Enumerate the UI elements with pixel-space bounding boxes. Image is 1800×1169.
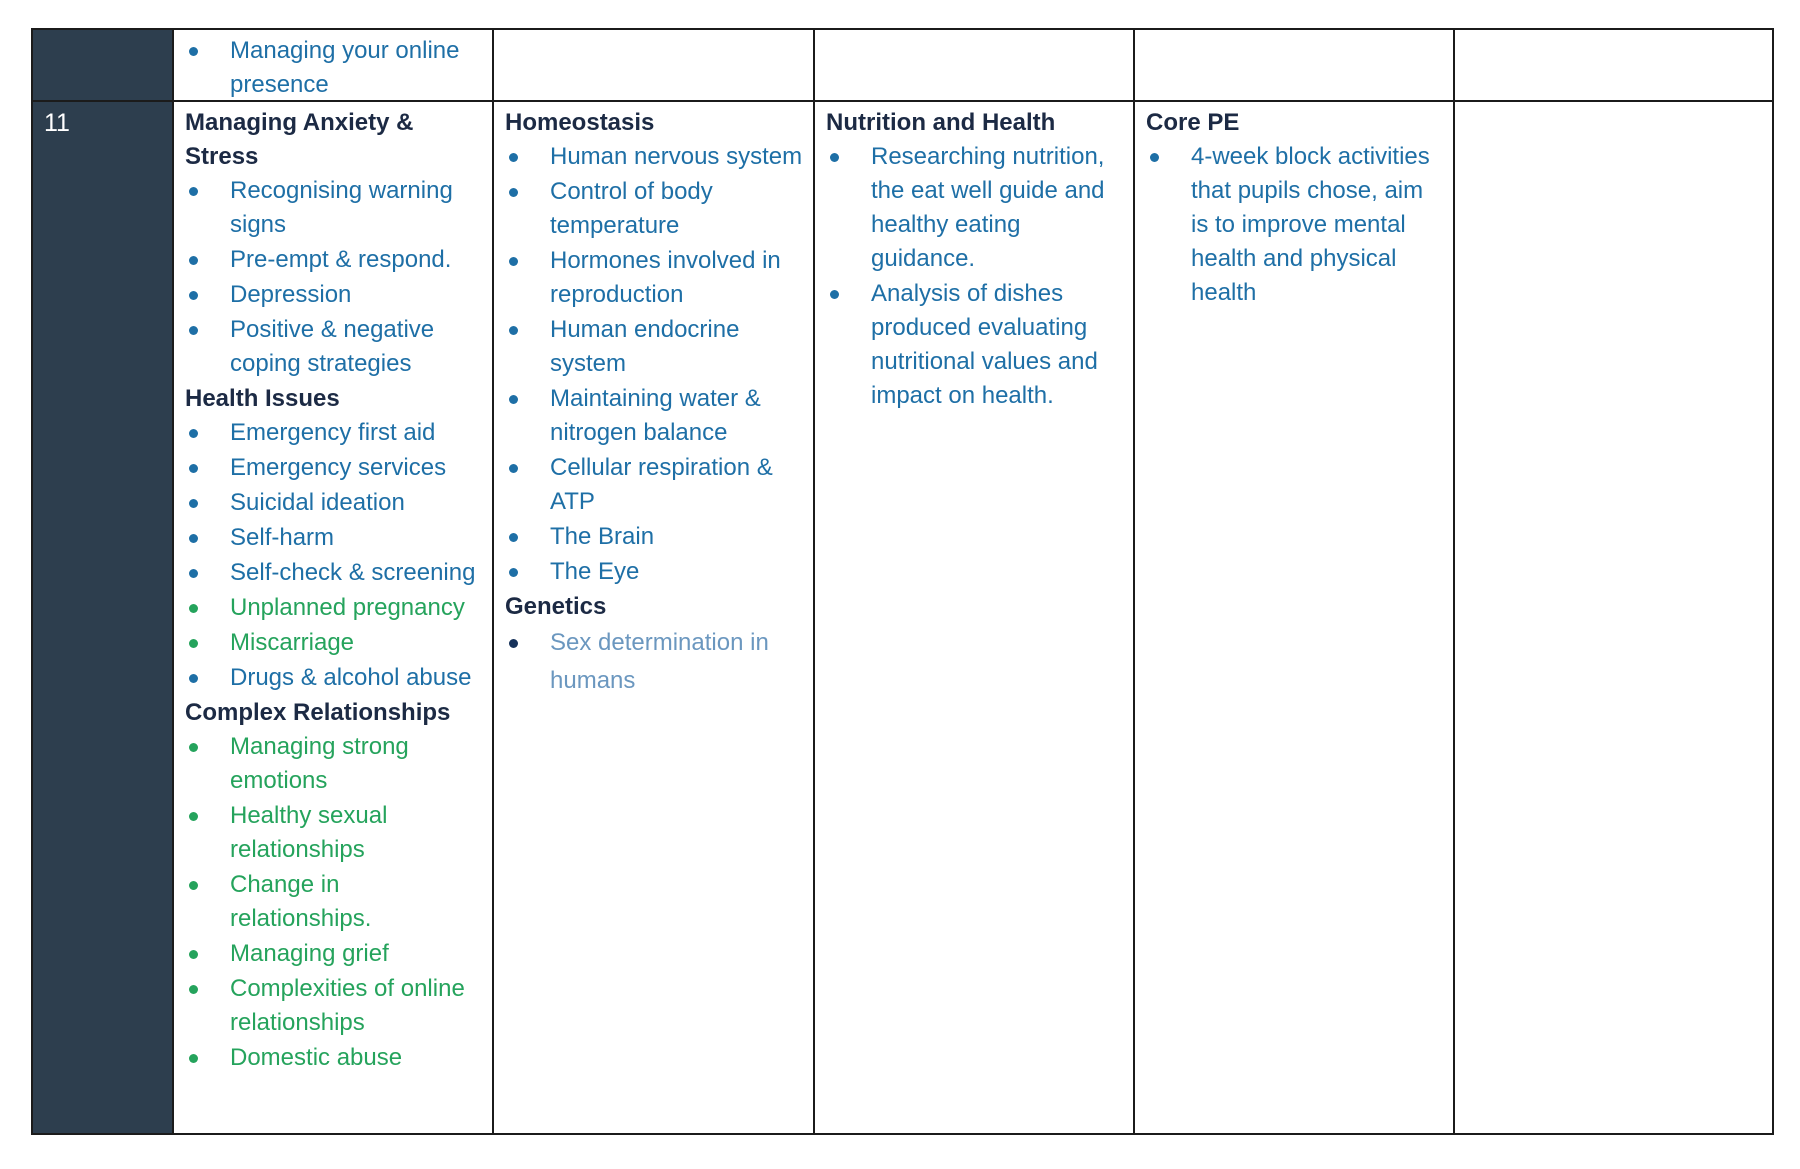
item-text: Managing your online presence — [230, 37, 460, 98]
curriculum-table — [31, 28, 1774, 1135]
empty-cell — [1455, 102, 1774, 1133]
item-text: Suicidal ideation — [230, 489, 405, 516]
bullet-icon — [509, 257, 518, 266]
bullet-icon — [189, 1054, 198, 1063]
pshe-cell — [174, 102, 494, 1133]
item-text: Healthy sexual relationships — [230, 802, 388, 863]
item-text: Change in relationships. — [230, 871, 372, 932]
topic-list — [505, 624, 803, 700]
empty-cell — [815, 30, 1135, 100]
item-text: The Eye — [550, 558, 640, 585]
item-text: Pre-empt & respond. — [230, 246, 452, 273]
topic-list — [1146, 140, 1443, 310]
item-text: Domestic abuse — [230, 1044, 403, 1071]
bullet-icon — [509, 188, 518, 197]
list-item — [185, 556, 482, 590]
list-item — [185, 486, 482, 520]
topic-list — [185, 34, 482, 102]
list-item — [505, 140, 803, 174]
topic-list — [185, 416, 482, 695]
pshe-cell — [174, 30, 494, 100]
bullet-icon — [509, 153, 518, 162]
item-text: Human endocrine system — [550, 316, 740, 377]
bullet-icon — [189, 47, 198, 56]
item-text: Sex determination in humans — [550, 629, 769, 694]
list-item — [185, 451, 482, 485]
bullet-icon — [509, 395, 518, 404]
item-text: Managing grief — [230, 940, 389, 967]
list-item — [505, 624, 803, 700]
list-item — [505, 451, 803, 519]
section-heading: Nutrition and Health — [826, 109, 1056, 136]
list-item — [826, 277, 1123, 413]
list-item — [185, 730, 482, 798]
list-item — [185, 1041, 482, 1075]
list-item — [185, 799, 482, 867]
bullet-icon — [189, 499, 198, 508]
year-cell — [33, 102, 174, 1133]
item-text: Managing strong emotions — [230, 733, 409, 794]
section-heading: Genetics — [505, 593, 607, 620]
bullet-icon — [189, 569, 198, 578]
food-cell — [815, 102, 1135, 1133]
list-item — [826, 140, 1123, 276]
item-text: Self-check & screening — [230, 559, 476, 586]
item-text: Maintaining water & nitrogen balance — [550, 385, 761, 446]
item-text: Positive & negative coping strategies — [230, 316, 435, 377]
empty-cell — [494, 30, 815, 100]
item-text: The Brain — [550, 523, 655, 550]
section-heading: Core PE — [1146, 109, 1240, 136]
item-text: Miscarriage — [230, 629, 355, 656]
list-item — [185, 174, 482, 242]
item-text: Human nervous system — [550, 143, 803, 170]
bullet-icon — [509, 464, 518, 473]
list-item — [185, 868, 482, 936]
list-item — [185, 626, 482, 660]
list-item — [185, 416, 482, 450]
empty-cell — [1455, 30, 1774, 100]
item-text: Recognising warning signs — [230, 177, 453, 238]
item-text: Hormones involved in reproduction — [550, 247, 781, 308]
bullet-icon — [189, 464, 198, 473]
bullet-icon — [189, 291, 198, 300]
pe-cell — [1135, 102, 1455, 1133]
list-item — [185, 972, 482, 1040]
bullet-icon — [830, 290, 839, 299]
table-row-year-11 — [33, 102, 1772, 1133]
item-text: Complexities of online relationships — [230, 975, 465, 1036]
year-label: 11 — [44, 109, 70, 137]
item-text: Emergency first aid — [230, 419, 436, 446]
list-item — [185, 34, 482, 102]
bullet-icon — [189, 429, 198, 438]
bullet-icon — [189, 604, 198, 613]
list-item — [505, 313, 803, 381]
section-heading: Complex Relationships — [185, 699, 451, 726]
list-item — [185, 661, 482, 695]
list-item — [185, 591, 482, 625]
item-text: Drugs & alcohol abuse — [230, 664, 472, 691]
bullet-icon — [189, 256, 198, 265]
year-cell — [33, 30, 174, 100]
list-item — [185, 937, 482, 971]
list-item — [185, 313, 482, 381]
item-text: Unplanned pregnancy — [230, 594, 465, 621]
topic-list — [505, 140, 803, 589]
list-item — [505, 244, 803, 312]
topic-list — [826, 140, 1123, 413]
bullet-icon — [189, 743, 198, 752]
item-text: Analysis of dishes produced evaluating nutritional values and impact on health. — [871, 280, 1098, 409]
bullet-icon — [189, 881, 198, 890]
item-text: Depression — [230, 281, 352, 308]
bullet-icon — [189, 187, 198, 196]
list-item — [505, 555, 803, 589]
bullet-icon — [509, 639, 518, 648]
bullet-icon — [189, 639, 198, 648]
list-item — [185, 243, 482, 277]
list-item — [505, 382, 803, 450]
bullet-icon — [1150, 153, 1159, 162]
list-item — [185, 521, 482, 555]
item-text: Emergency services — [230, 454, 447, 481]
bullet-icon — [189, 534, 198, 543]
bullet-icon — [509, 326, 518, 335]
item-text: 4-week block activities that pupils chose, aim is to improve mental health and physical health — [1191, 143, 1430, 306]
topic-list — [185, 174, 482, 381]
bullet-icon — [189, 950, 198, 959]
section-heading: Managing Anxiety & Stress — [185, 109, 414, 170]
list-item — [185, 278, 482, 312]
list-item — [505, 175, 803, 243]
biology-cell — [494, 102, 815, 1133]
list-item — [505, 520, 803, 554]
bullet-icon — [509, 568, 518, 577]
bullet-icon — [189, 674, 198, 683]
bullet-icon — [189, 985, 198, 994]
empty-cell — [1135, 30, 1455, 100]
item-text: Cellular respiration & ATP — [550, 454, 773, 515]
item-text: Control of body temperature — [550, 178, 713, 239]
bullet-icon — [189, 326, 198, 335]
table-row-continuation — [33, 30, 1772, 102]
section-heading: Health Issues — [185, 385, 340, 412]
topic-list — [185, 730, 482, 1075]
bullet-icon — [189, 812, 198, 821]
list-item — [1146, 140, 1443, 310]
item-text: Researching nutrition, the eat well guide and healthy eating guidance. — [871, 143, 1105, 272]
section-heading: Homeostasis — [505, 109, 655, 136]
bullet-icon — [509, 533, 518, 542]
item-text: Self-harm — [230, 524, 335, 551]
bullet-icon — [830, 153, 839, 162]
